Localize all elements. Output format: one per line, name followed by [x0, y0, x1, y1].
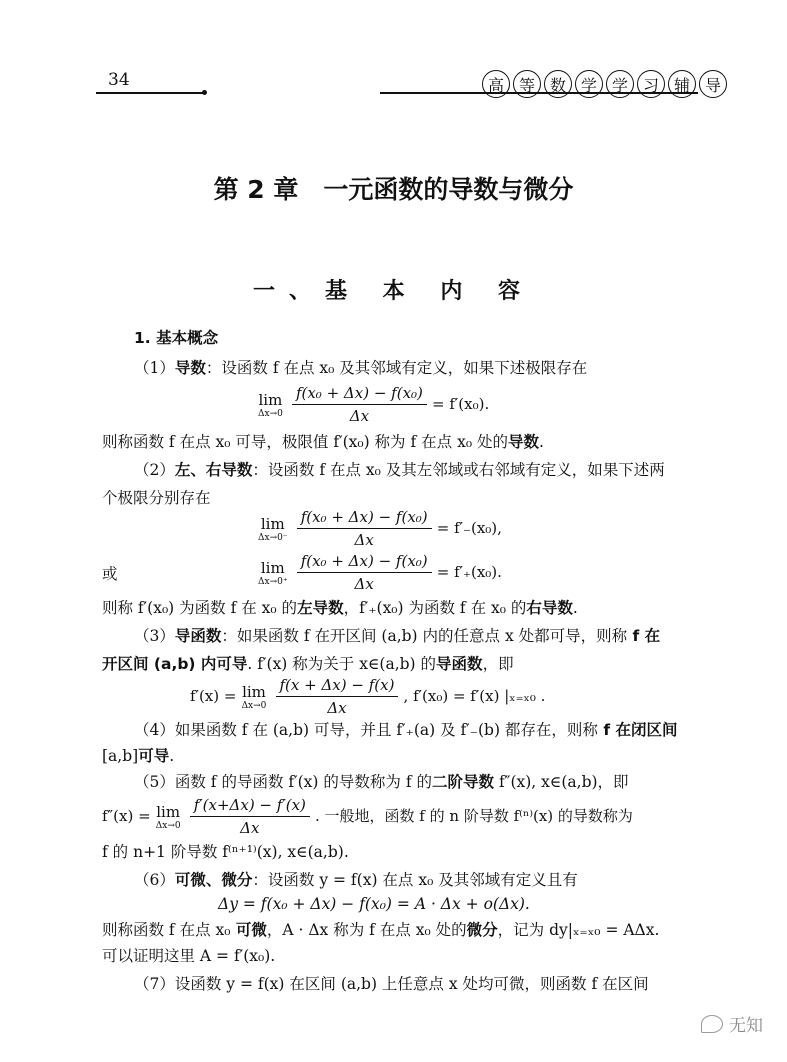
limit: lim Δx→0	[258, 390, 283, 419]
formula-second-derivative: f″(x) = lim Δx→0 $\frac{f'(x+\Delta x) - f'(x)}{\Delta x}$ . 一般地，函数 f 的 n 阶导数 f⁽ⁿ⁾(x) 的导数称为	[102, 796, 633, 837]
chat-bubble-icon	[701, 1015, 723, 1033]
paragraph-one-sided-cont: 个极限分别存在	[102, 489, 211, 507]
paragraph-derived-function-cont: 开区间 (a,b) 内可导. f′(x) 称为关于 x∈(a,b) 的导函数，即	[102, 655, 514, 673]
watermark-text: 无知	[729, 1016, 763, 1036]
series-char: 学	[606, 70, 634, 98]
term: 导数	[174, 359, 206, 377]
series-char: 辅	[668, 70, 696, 98]
series-char: 等	[513, 70, 541, 98]
subsection-heading: 1. 基本概念	[134, 329, 219, 347]
chapter-title: 第 2 章 一元函数的导数与微分	[213, 175, 574, 204]
text: ：设函数 f 在点 x₀ 及其邻域有定义，如果下述极限存在	[205, 359, 588, 377]
paragraph-differential: （6）可微、微分：设函数 y = f(x) 在点 x₀ 及其邻域有定义且有	[134, 871, 578, 889]
paragraph-higher-derivative: f 的 n+1 阶导数 f⁽ⁿ⁺¹⁾(x), x∈(a,b).	[102, 843, 349, 861]
paragraph-interval-differentiable: （7）设函数 y = f(x) 在区间 (a,b) 上任意点 x 处均可微，则函数 f 在区间	[134, 975, 649, 993]
header-rule-left	[96, 92, 204, 94]
series-char: 学	[575, 70, 603, 98]
paragraph-one-sided: （2）左、右导数：设函数 f 在点 x₀ 及其左邻域或右邻域有定义，如果下述两	[134, 461, 665, 479]
paragraph-closed-interval-cont: [a,b]可导.	[102, 747, 175, 765]
item-label: （1）	[134, 359, 175, 377]
paragraph-one-sided-def: 则称 f′(x₀) 为函数 f 在 x₀ 的左导数，f′₊(x₀) 为函数 f 在 x₀ 的右导数.	[102, 599, 578, 617]
page-number: 34	[108, 70, 130, 90]
section-title: 一、基 本 内 容	[253, 279, 534, 304]
watermark	[701, 1011, 763, 1036]
formula-increment: Δy = f(x₀ + Δx) − f(x₀) = A · Δx + o(Δx).	[218, 895, 530, 913]
series-char: 数	[544, 70, 572, 98]
formula-derived-function: f′(x) = lim Δx→0 $\frac{f(x + \Delta x) - f(x)}{\Delta x}$ , f′(x₀) = f′(x) |ₓ₌ₓ₀ .	[190, 676, 546, 717]
series-char: 高	[482, 70, 510, 98]
paragraph-differential-note: 可以证明这里 A = f′(x₀).	[102, 947, 276, 965]
paragraph-derivative	[134, 358, 587, 378]
series-char: 习	[637, 70, 665, 98]
fraction: $\frac{\text{f(x₀ + Δx) − f(x₀)}}{\Delta x}$	[292, 384, 427, 425]
paragraph-derivative-def: 则称函数 f 在点 x₀ 可导，极限值 f′(x₀) 称为 f 在点 x₀ 处的导数.	[102, 433, 544, 451]
paragraph-closed-interval: （4）如果函数 f 在 (a,b) 可导，并且 f′₊(a) 及 f′₋(b) 都存在，则称 f 在闭区间	[134, 721, 678, 739]
paragraph-derived-function: （3）导函数：如果函数 f 在开区间 (a,b) 内的任意点 x 处都可导，则称 f 在	[134, 627, 661, 645]
paragraph-second-derivative: （5）函数 f 的导函数 f′(x) 的导数称为 f 的二阶导数 f″(x), x∈(a,b)，即	[134, 773, 629, 791]
formula-rhs: = f′(x₀).	[432, 395, 490, 413]
series-char: 导	[699, 70, 727, 98]
formula-derivative	[258, 384, 489, 425]
formula-left-derivative: lim Δx→0⁻ $\frac{\text{f(x₀ + Δx) − f(x₀)}}{\Delta x}$ = f′₋(x₀),	[258, 508, 502, 549]
or-label: 或	[102, 565, 118, 583]
series-title	[482, 70, 727, 98]
paragraph-differential-def: 则称函数 f 在点 x₀ 可微，A · Δx 称为 f 在点 x₀ 处的微分，记为 dy|ₓ₌ₓ₀ = AΔx.	[102, 921, 660, 939]
header-rule-dot	[202, 90, 207, 95]
formula-right-derivative: lim Δx→0⁺ $\frac{\text{f(x₀ + Δx) − f(x₀)}}{\Delta x}$ = f′₊(x₀).	[258, 552, 502, 593]
